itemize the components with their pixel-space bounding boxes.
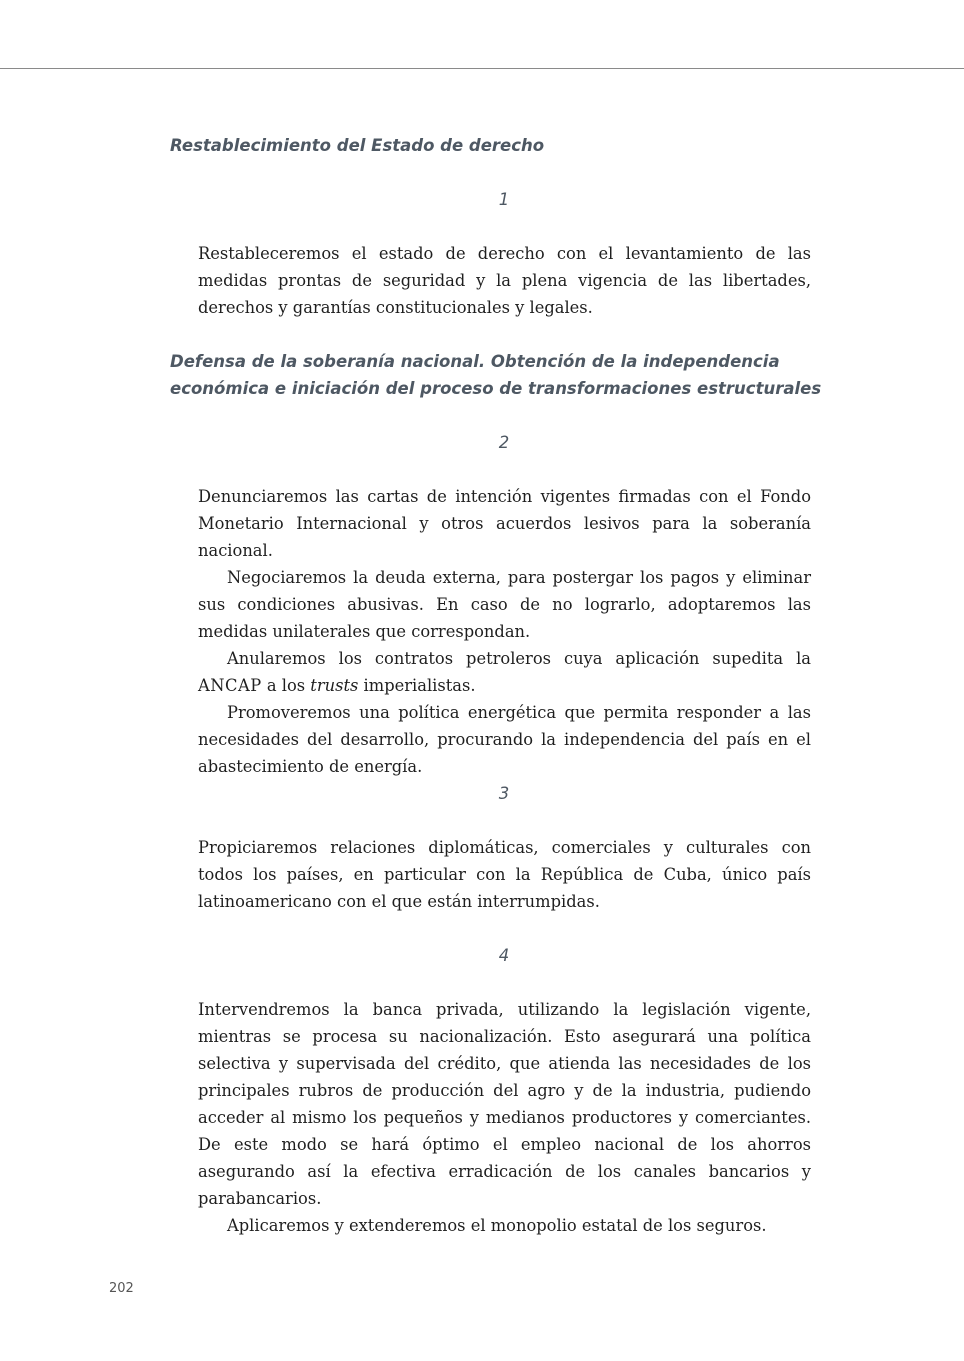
item-number-2: 2 bbox=[498, 433, 510, 452]
section-heading-rule-of-law: Restablecimiento del Estado de derecho bbox=[170, 136, 545, 155]
paragraph: Negociaremos la deuda externa, para postergar los pagos y eliminar sus condiciones abusivas. En caso de no lograrlo, adoptaremos las medidas unilaterales que correspondan. bbox=[198, 568, 811, 641]
item-number-4: 4 bbox=[498, 946, 510, 965]
header-rule bbox=[0, 68, 964, 69]
item-2-text bbox=[198, 483, 811, 780]
item-4-text bbox=[198, 996, 811, 1239]
page-number: 202 bbox=[109, 1281, 134, 1296]
paragraph: Restableceremos el estado de derecho con el levantamiento de las medidas prontas de seguridad y la plena vigencia de las libertades, derechos y garantías constitucionales y legales. bbox=[198, 244, 811, 317]
item-number-1: 1 bbox=[498, 190, 510, 209]
paragraph: Denunciaremos las cartas de intención vigentes firmadas con el Fondo Monetario Internacional y otros acuerdos lesivos para la soberanía nacional. bbox=[198, 487, 811, 560]
ancap-acronym: ANCAP bbox=[198, 676, 262, 695]
item-3-text bbox=[198, 834, 811, 915]
section-heading-sovereignty: Defensa de la soberanía nacional. Obtención de la independencia económica e iniciación del proceso de transformaciones estructurales bbox=[170, 352, 822, 398]
paragraph: Intervendremos la banca privada, utilizando la legislación vigente, mientras se procesa su nacionalización. Esto asegurará una política selectiva y supervisada del crédito, que atienda las necesidades de los principales rubros de producción del agro y de la industria, pudiendo acceder al mismo los pequeños y medianos productores y comerciantes. De este modo se hará óptimo el empleo nacional de los ahorros asegurando así la efectiva erradicación de los canales bancarios y parabancarios. bbox=[198, 1000, 811, 1208]
item-number-3: 3 bbox=[498, 784, 510, 803]
italic-term: trusts bbox=[310, 676, 359, 695]
paragraph: Anularemos los contratos petroleros cuya aplicación supedita la ANCAP a los trusts imperialistas. bbox=[198, 649, 811, 695]
paragraph: Promoveremos una política energética que permita responder a las necesidades del desarrollo, procurando la independencia del país en el abastecimiento de energía. bbox=[198, 703, 811, 776]
item-1-text bbox=[198, 240, 811, 321]
paragraph: Aplicaremos y extenderemos el monopolio estatal de los seguros. bbox=[227, 1216, 767, 1235]
paragraph: Propiciaremos relaciones diplomáticas, comerciales y culturales con todos los países, en particular con la República de Cuba, único país latinoamericano con el que están interrumpidas. bbox=[198, 838, 811, 911]
